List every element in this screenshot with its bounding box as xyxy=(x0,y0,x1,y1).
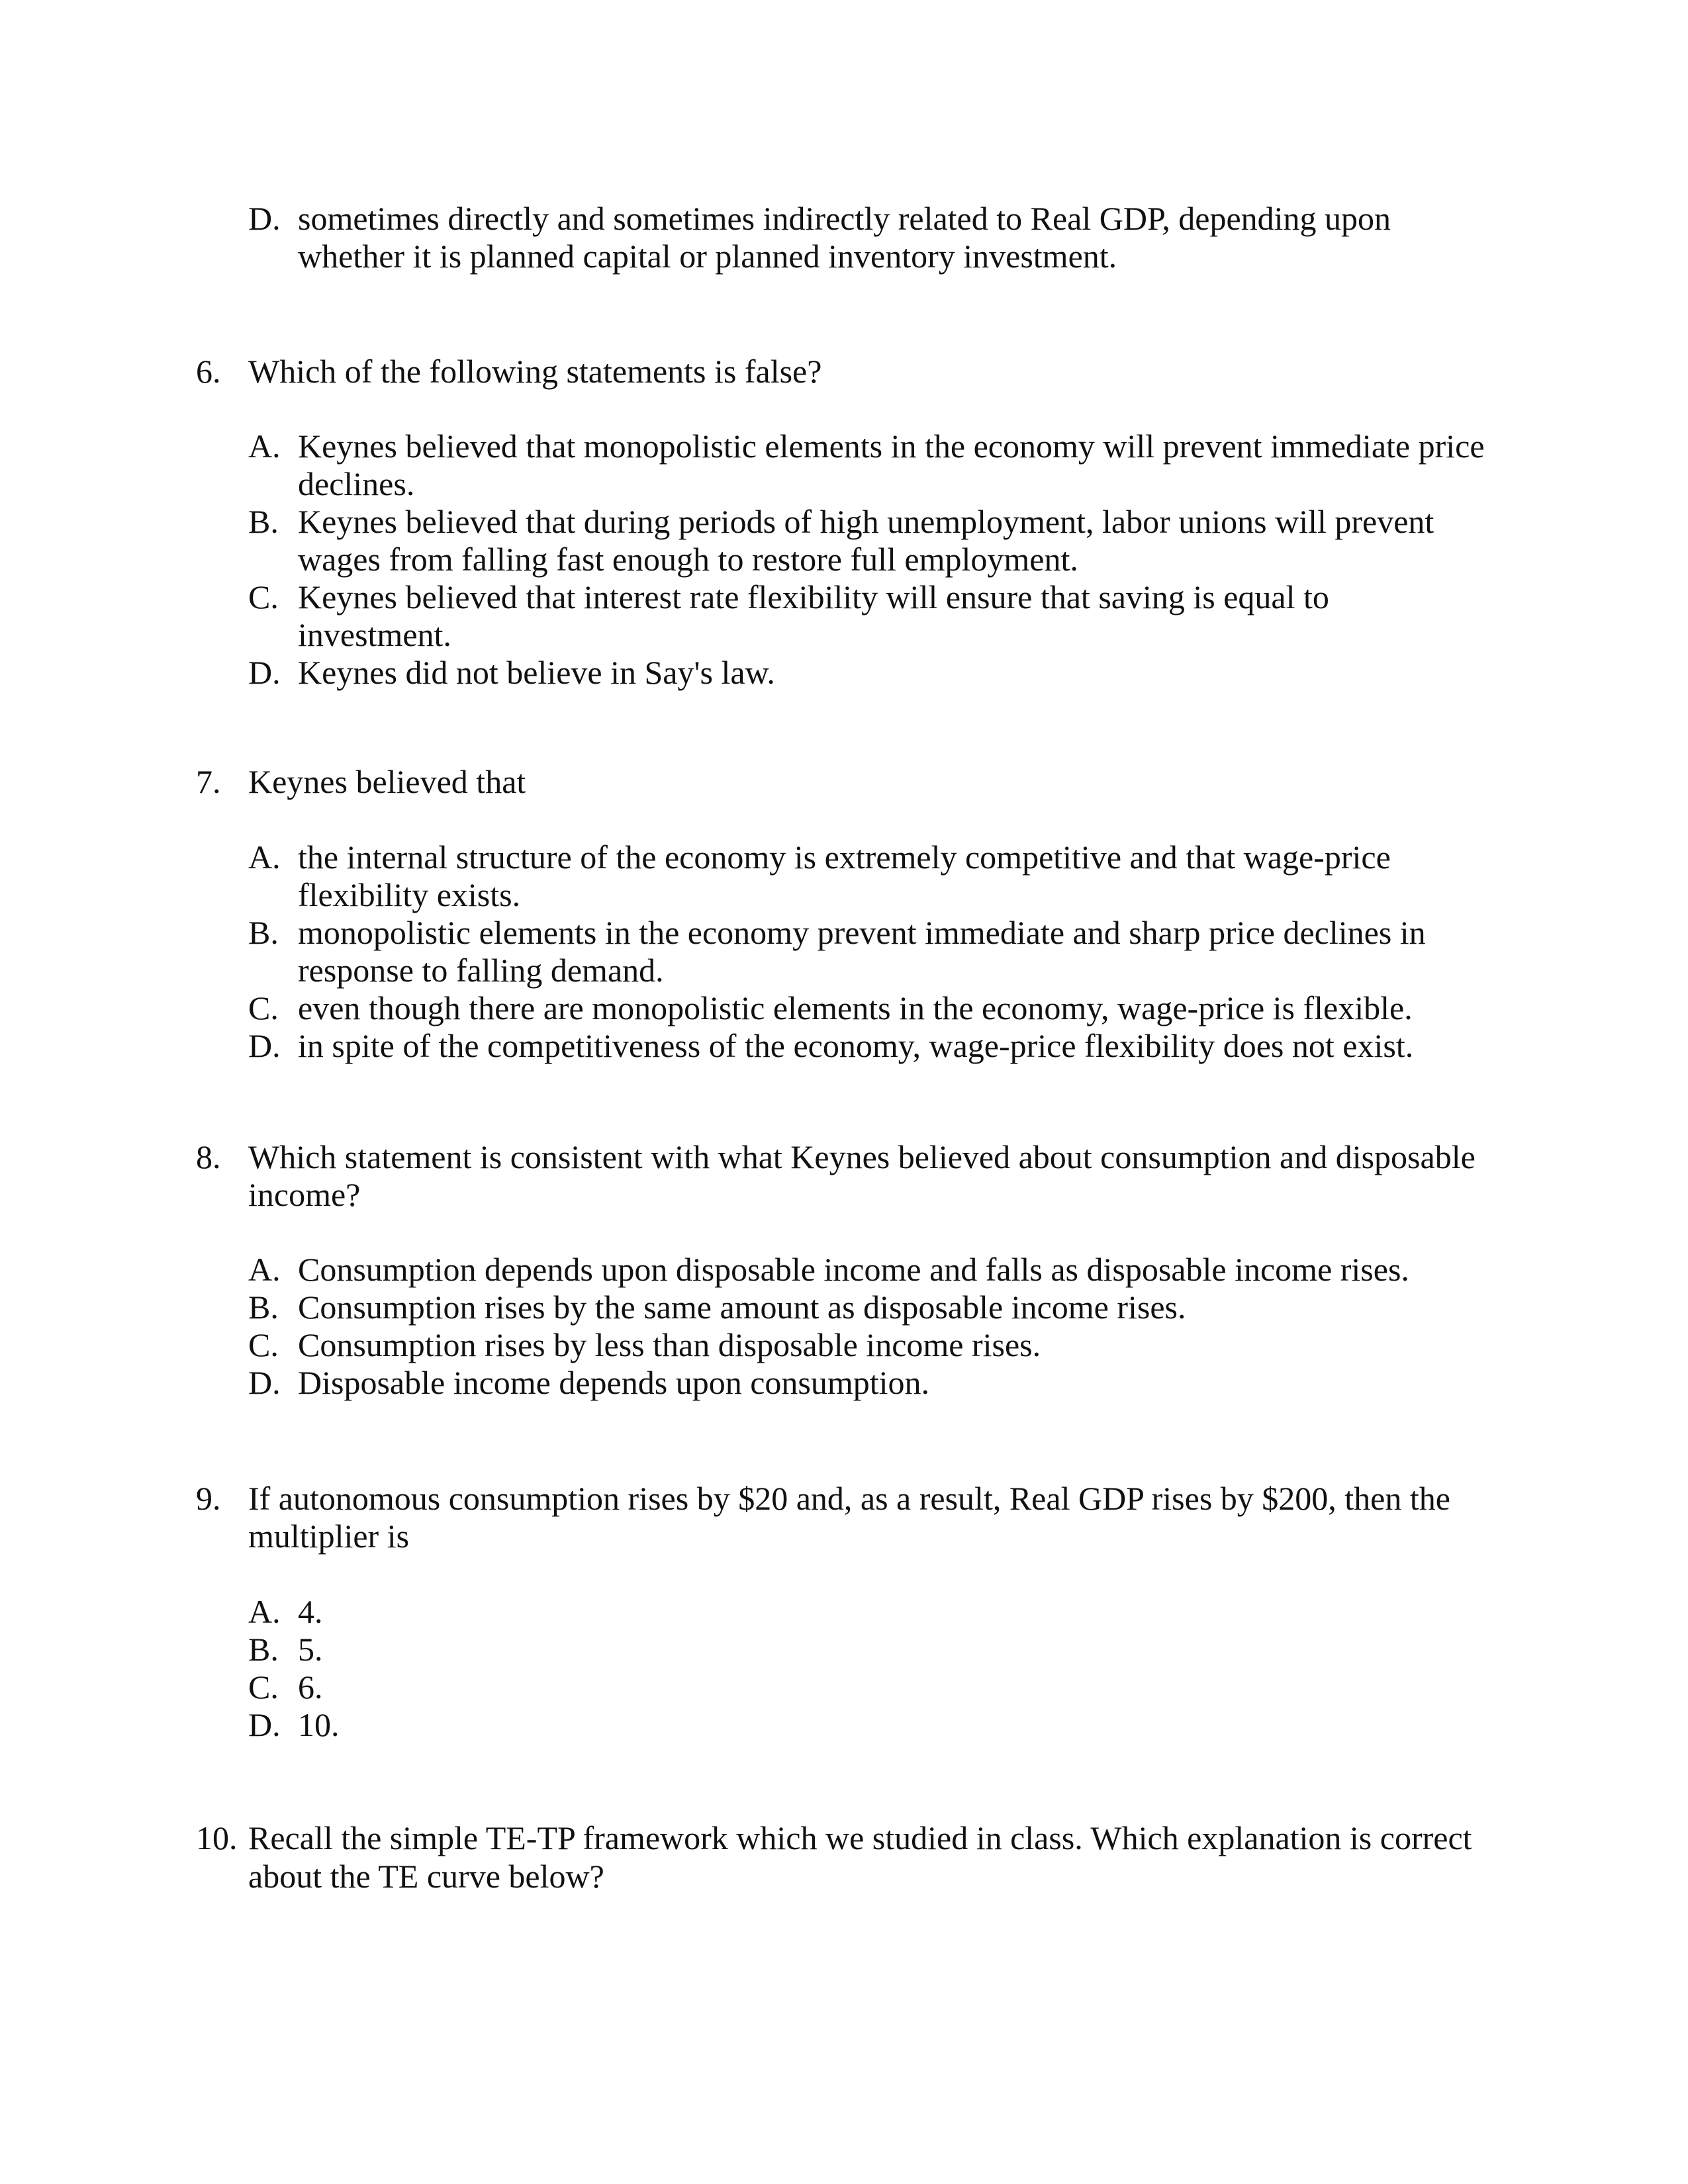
option-text: declines. xyxy=(298,465,415,502)
option-text: even though there are monopolistic elements in the economy, wage-price is flexible. xyxy=(298,989,1413,1026)
option-text: Consumption depends upon disposable income and falls as disposable income rises. xyxy=(298,1251,1409,1288)
option-letter: A. xyxy=(248,1251,281,1288)
question-number: 10. xyxy=(196,1819,238,1856)
option-text: Consumption rises by less than disposable income rises. xyxy=(298,1326,1041,1363)
question-text: If autonomous consumption rises by $20 and, as a result, Real GDP rises by $200, then the xyxy=(248,1480,1450,1517)
option-text: flexibility exists. xyxy=(298,876,521,913)
option-text: Keynes believed that monopolistic elements in the economy will prevent immediate price xyxy=(298,428,1485,465)
option-text: wages from falling fast enough to restore full employment. xyxy=(298,541,1078,578)
question-text: income? xyxy=(248,1176,361,1213)
option-text: Keynes did not believe in Say's law. xyxy=(298,654,775,691)
question-text: multiplier is xyxy=(248,1518,410,1555)
option-text: whether it is planned capital or planned inventory investment. xyxy=(298,238,1117,275)
question-number: 6. xyxy=(196,353,221,390)
option-text: Keynes believed that during periods of high unemployment, labor unions will prevent xyxy=(298,503,1434,540)
option-text: 5. xyxy=(298,1631,323,1668)
question-number: 9. xyxy=(196,1480,221,1517)
option-letter: B. xyxy=(248,914,279,951)
option-letter: B. xyxy=(248,1631,279,1668)
option-text: in spite of the competitiveness of the economy, wage-price flexibility does not exist. xyxy=(298,1027,1414,1064)
option-letter: D. xyxy=(248,1364,281,1401)
option-text: Keynes believed that interest rate flexibility will ensure that saving is equal to xyxy=(298,578,1329,615)
option-text: Consumption rises by the same amount as disposable income rises. xyxy=(298,1289,1186,1326)
option-text: 10. xyxy=(298,1706,340,1743)
option-text: investment. xyxy=(298,616,451,653)
option-letter: A. xyxy=(248,428,281,465)
option-letter: D. xyxy=(248,200,281,237)
question-text: Which of the following statements is false? xyxy=(248,353,822,390)
option-letter: C. xyxy=(248,578,279,615)
option-text: 4. xyxy=(298,1593,323,1630)
option-letter: D. xyxy=(248,1706,281,1743)
option-text: the internal structure of the economy is extremely competitive and that wage-price xyxy=(298,839,1391,876)
question-text: about the TE curve below? xyxy=(248,1858,604,1895)
option-letter: A. xyxy=(248,839,281,876)
option-letter: C. xyxy=(248,989,279,1026)
option-letter: C. xyxy=(248,1326,279,1363)
question-number: 8. xyxy=(196,1138,221,1175)
question-number: 7. xyxy=(196,763,221,800)
option-letter: D. xyxy=(248,1027,281,1064)
option-letter: B. xyxy=(248,503,279,540)
option-text: response to falling demand. xyxy=(298,952,664,989)
option-text: monopolistic elements in the economy prevent immediate and sharp price declines in xyxy=(298,914,1426,951)
option-letter: B. xyxy=(248,1289,279,1326)
question-text: Keynes believed that xyxy=(248,763,526,800)
question-text: Which statement is consistent with what Keynes believed about consumption and disposable xyxy=(248,1138,1476,1175)
question-text: Recall the simple TE-TP framework which we studied in class. Which explanation is correct xyxy=(248,1819,1472,1856)
option-text: Disposable income depends upon consumption. xyxy=(298,1364,930,1401)
option-letter: A. xyxy=(248,1593,281,1630)
option-text: sometimes directly and sometimes indirectly related to Real GDP, depending upon xyxy=(298,200,1391,237)
option-letter: C. xyxy=(248,1668,279,1706)
option-letter: D. xyxy=(248,654,281,691)
option-text: 6. xyxy=(298,1668,323,1706)
